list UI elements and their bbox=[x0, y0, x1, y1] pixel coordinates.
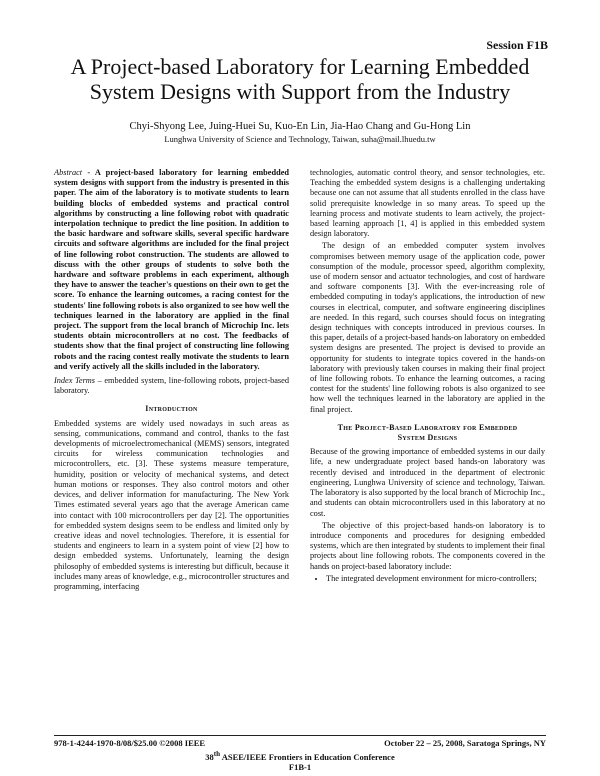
affiliation: Lunghwa University of Science and Technology, Taiwan, suha@mail.lhuedu.tw bbox=[164, 134, 436, 144]
paper-title bbox=[40, 54, 560, 104]
index-terms-lead: Index Terms bbox=[54, 376, 96, 386]
right-paragraph-3: Because of the growing importance of embedded systems in our daily life, a new undergraduate project based hands-on laboratory was recently devised and introduced in the department of electronic engineering, Lunghwa University of science and technology, Taiwan. The laboratory is also supported by the local branch of Microchip Inc., and students can obtain microcontrollers used in this laboratory at no cost. bbox=[310, 447, 545, 518]
abstract-text: - A project-based laboratory for learning embedded system designs with support from the industry is presented in this paper. The aim of the laboratory is to motivate students to learn building blocks of embedded systems and practical control algorithms by constructing a line following robot with quadratic interpolation technique to predict the line position. In addition to the basic hardware and software skills, several specific hardware circuits and software algorithms are included for the final project of line following robot construction. The students are allowed to discuss with the other groups of students to solve both the hardware and software problems in each experiment, although they have to answer the teacher's questions on their own to get the score. To enhance the learning outcomes, a racing contest for the students' line following robots is also organized to see how well the techniques learned in the laboratory are applied in the final project. The support from the local branch of Microchip Inc. lets students obtain microcontrollers at no cost. The feedbacks of students show that the final project of constructing line following robots and the racing contest really motivate the students to learn and verify actively all the skills included in the laboratory. bbox=[54, 168, 289, 371]
heading-line-1: The Project-Based Laboratory for Embedded bbox=[337, 422, 518, 432]
conference-number: 38 bbox=[205, 751, 214, 762]
right-paragraph-2: The design of an embedded computer system involves compromises between memory usage of the application code, power consumption of the module, processor speed, algorithm complexity, use of modern sensor and actuator technologies, and cost of hardware and software components [3]. With the ever-increasing role of embedded computing in today's applications, the introduction of new courses in electrical, computer, and software engineering disciplines are needed. In this regard, such courses should focus on integrating design techniques with concepts introduced in previous courses. In this paper, details of a project-based hands-on laboratory on embedded system designs are presented. The project is devised to provide an opportunity for students to integrate topics covered in the hands-on laboratory with previously taken courses in making their final project of line following robots. To enhance the learning outcomes, a racing contest for the students' line following robots is also organized to see how well the techniques learned in the laboratory are applied in the final project. bbox=[310, 241, 545, 414]
index-terms-text: – embedded system, line-following robots, project-based laboratory. bbox=[54, 376, 289, 396]
conference-name: ASEE/IEEE Frontiers in Education Conference bbox=[220, 751, 395, 762]
abstract bbox=[54, 168, 289, 372]
conference-suffix: th bbox=[213, 750, 221, 758]
section-heading-introduction: Introduction bbox=[145, 404, 198, 414]
abstract-lead: Abstract bbox=[54, 168, 83, 177]
footer-conference bbox=[54, 750, 546, 762]
authors: Chyi-Shyong Lee, Juing-Huei Su, Kuo-En Lin, Jia-Hao Chang and Gu-Hong Lin bbox=[129, 121, 471, 132]
right-paragraph-1: technologies, automatic control theory, and sensor technologies, etc. Teaching the embedded system designs is a challenging undertaking because one can not assume that all students enrolled in the class have solid prerequisite knowledge in so many areas. To speed up the learning process and motivate students to learn actively, the project-based learning approach [1, 4] is applied in this embedded system design laboratory. bbox=[310, 168, 545, 239]
section-heading-project-lab bbox=[310, 423, 545, 443]
list-item: • The integrated development environment for micro-controllers; bbox=[326, 574, 545, 584]
index-terms bbox=[54, 376, 289, 396]
footer-dates: October 22 – 25, 2008, Saratoga Springs, NY bbox=[384, 738, 546, 748]
session-label: Session F1B bbox=[486, 38, 548, 52]
components-list bbox=[310, 574, 545, 584]
footer-isbn: 978-1-4244-1970-8/08/$25.00 ©2008 IEEE bbox=[54, 738, 206, 748]
right-paragraph-4: The objective of this project-based hands-on laboratory is to introduce components and procedures for designing embedded systems, which are then integrated by students to implement their final projects about line following robots. The components covered in the hands on project-based laboratory include: bbox=[310, 520, 545, 571]
heading-line-2: System Designs bbox=[397, 433, 458, 443]
footer-rule bbox=[54, 735, 546, 736]
intro-paragraph-1: Embedded systems are widely used nowadays in such areas as sensing, communications, command and control, thanks to the fast developments of microelectromechanical (MEMS) sensors, integrated circuits for wireless communication technologies and microcontrollers, etc. [3]. These systems measure temperature, humidity, position or velocity of mechanical systems, and detect human motions or responses. They also control motors and other devices, and deliver information for manufacturing. The New York Times estimated several years ago that the average American came into contact with 100 microcontrollers per day [2]. The opportunities for embedded system designs seem to be endless and limited only by creative ideas and novel technologies. Therefore, it is essential for students and engineers to learn in a system point of view [2] how to design embedded systems. Unfortunately, learning the design philosophy of embedded systems is interesting but difficult, because it includes many areas of knowledge, e.g., microcontroller structures and programming, interfacing bbox=[54, 418, 289, 591]
footer-row bbox=[54, 738, 546, 748]
left-column bbox=[54, 168, 289, 594]
right-column bbox=[310, 168, 545, 584]
title-line-1: A Project-based Laboratory for Learning Embedded bbox=[70, 54, 530, 79]
page-number: F1B-1 bbox=[288, 762, 312, 772]
title-line-2: System Designs with Support from the Industry bbox=[89, 79, 511, 104]
